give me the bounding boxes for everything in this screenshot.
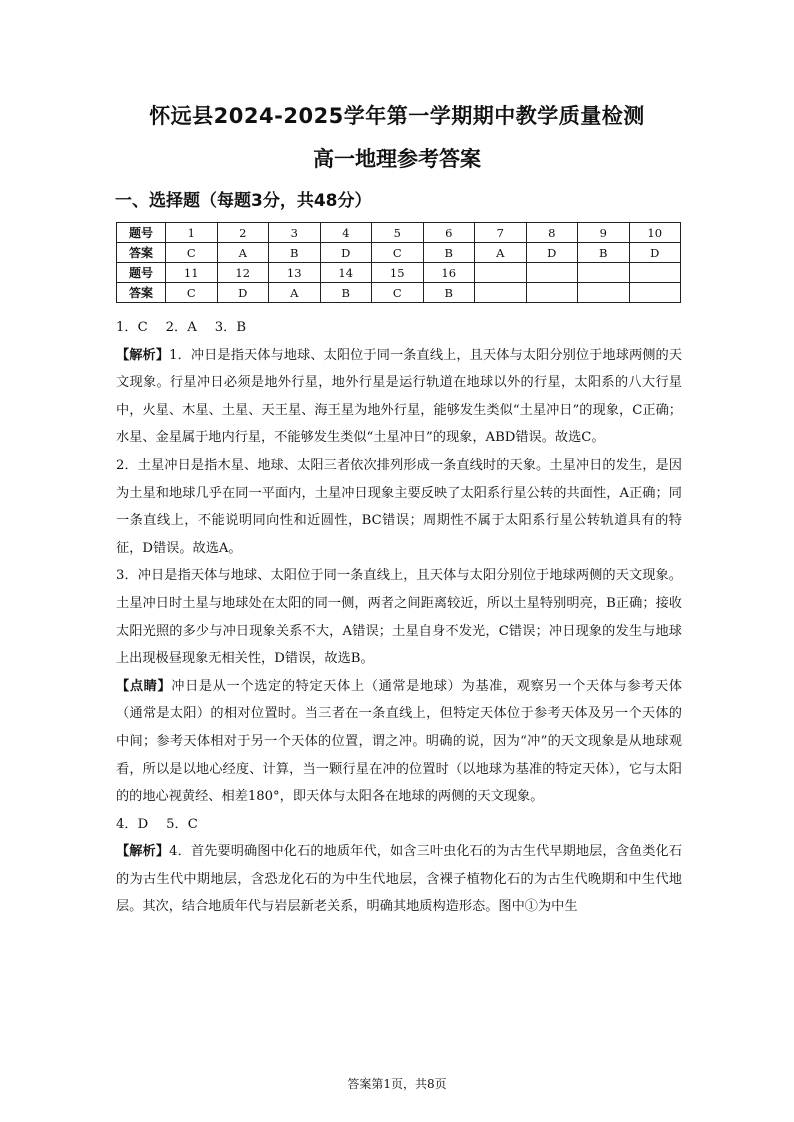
answer-summary xyxy=(116,811,682,839)
tip-paragraph xyxy=(116,673,682,811)
answer-cell: D xyxy=(320,243,372,263)
answer-cell: C xyxy=(372,283,424,303)
question-number xyxy=(475,263,527,283)
explanation-paragraph xyxy=(116,342,682,452)
answer-item: 2．A xyxy=(165,320,197,335)
answer-cell: C xyxy=(166,243,218,263)
answer-cell: D xyxy=(217,283,269,303)
question-number: 15 xyxy=(372,263,424,283)
table-header-cell: 答案 xyxy=(117,283,166,303)
answer-cell: A xyxy=(217,243,269,263)
answer-explanations xyxy=(116,314,682,921)
page-subtitle: 高一地理参考答案 xyxy=(313,147,481,171)
table-row xyxy=(117,283,681,303)
tip-tag: 【点睛】 xyxy=(116,678,172,694)
answer-cell xyxy=(629,283,681,303)
explanation-paragraph: 2．土星冲日是指木星、地球、太阳三者依次排列形成一条直线时的天象。土星冲日的发生，是因为土星和地球几乎在同一平面内，土星冲日现象主要反映了太阳系行星公转的共面性，A正确；同一条直线上，不能说明同向性和近圆性，BC错误；周期性不属于太阳系行星公转轨道具有的特征，D错误。故选A。 xyxy=(116,457,682,556)
answer-cell xyxy=(578,283,630,303)
question-number: 6 xyxy=(423,223,475,243)
table-row xyxy=(117,243,681,263)
answer-cell: D xyxy=(629,243,681,263)
table-header-cell: 题号 xyxy=(117,223,166,243)
question-number: 3 xyxy=(269,223,321,243)
page-title: 怀远县2024-2025学年第一学期期中教学质量检测 xyxy=(149,104,645,128)
explanation-text: 4．首先要明确图中化石的地质年代，如含三叶虫化石的为古生代早期地层，含鱼类化石的为古生代中期地层，含恐龙化石的为中生代地层，含裸子植物化石的为古生代晚期和中生代地层。其次，结合地质年代与岩层新老关系，明确其地质构造形态。图中①为中生 xyxy=(116,844,682,915)
question-number: 8 xyxy=(526,223,578,243)
answer-item: 1．C xyxy=(116,320,148,335)
question-number xyxy=(526,263,578,283)
table-header-cell: 题号 xyxy=(117,263,166,283)
answer-item: 3．B xyxy=(214,320,247,335)
tip-text: 冲日是从一个选定的特定天体上（通常是地球）为基准，观察另一个天体与参考天体（通常是太阳）的相对位置时。当三者在一条直线上，但特定天体位于参考天体及另一个天体的中间；参考天体相对于另一个天体的位置，谓之冲。明确的说，因为“冲”的天文现象是从地球观看，所以是以地心经度、计算，当一颗行星在冲的位置时（以地球为基准的特定天体），它与太阳的的地心视黄经、相差180°，即天体与太阳各在地球的两侧的天文现象。 xyxy=(116,678,682,805)
question-number: 14 xyxy=(320,263,372,283)
question-number: 12 xyxy=(217,263,269,283)
analysis-tag: 【解析】 xyxy=(116,844,170,860)
explanation-text: 1．冲日是指天体与地球、太阳位于同一条直线上，且天体与太阳分别位于地球两侧的天文现象。行星冲日必须是地外行星，地外行星是运行轨道在地球以外的行星，太阳系的八大行星中，火星、木星、土星、天王星、海王星为地外行星，能够发生类似“土星冲日”的现象，C正确；水星、金星属于地内行星，不能够发生类似“土星冲日”的现象，ABD错误。故选C。 xyxy=(116,347,682,446)
question-number: 4 xyxy=(320,223,372,243)
answer-cell: C xyxy=(372,243,424,263)
answer-cell: B xyxy=(578,243,630,263)
question-number: 2 xyxy=(217,223,269,243)
question-number: 7 xyxy=(475,223,527,243)
answer-cell: C xyxy=(166,283,218,303)
answer-item: 5．C xyxy=(166,816,198,832)
question-number xyxy=(629,263,681,283)
answer-summary xyxy=(116,314,682,342)
explanation-paragraph: 3．冲日是指天体与地球、太阳位于同一条直线上，且天体与太阳分别位于地球两侧的天文现象。土星冲日时土星与地球处在太阳的同一侧，两者之间距离较近，所以土星特别明亮，B正确；接收太阳光照的多少与冲日现象关系不大，A错误；土星自身不发光，C错误；冲日现象的发生与地球上出现极昼现象无相关性，D错误，故选B。 xyxy=(116,568,682,667)
analysis-tag: 【解析】 xyxy=(116,347,170,363)
answer-cell: B xyxy=(269,243,321,263)
answer-cell xyxy=(475,283,527,303)
section-heading: 一、选择题（每题3分，共48分） xyxy=(115,191,372,211)
question-number: 13 xyxy=(269,263,321,283)
question-number: 10 xyxy=(629,223,681,243)
table-header-cell: 答案 xyxy=(117,243,166,263)
question-number: 9 xyxy=(578,223,630,243)
answer-table xyxy=(116,222,681,303)
question-number: 16 xyxy=(423,263,475,283)
question-number: 11 xyxy=(166,263,218,283)
answer-cell xyxy=(526,283,578,303)
table-row xyxy=(117,223,681,243)
answer-cell: D xyxy=(526,243,578,263)
answer-cell: B xyxy=(423,283,475,303)
table-row xyxy=(117,263,681,283)
answer-cell: A xyxy=(475,243,527,263)
question-number xyxy=(578,263,630,283)
answer-cell: B xyxy=(320,283,372,303)
answer-cell: A xyxy=(269,283,321,303)
answer-item: 4．D xyxy=(116,816,149,832)
answer-cell: B xyxy=(423,243,475,263)
question-number: 5 xyxy=(372,223,424,243)
explanation-paragraph xyxy=(116,838,682,921)
page-footer: 答案第1页，共8页 xyxy=(347,1077,447,1091)
question-number: 1 xyxy=(166,223,218,243)
